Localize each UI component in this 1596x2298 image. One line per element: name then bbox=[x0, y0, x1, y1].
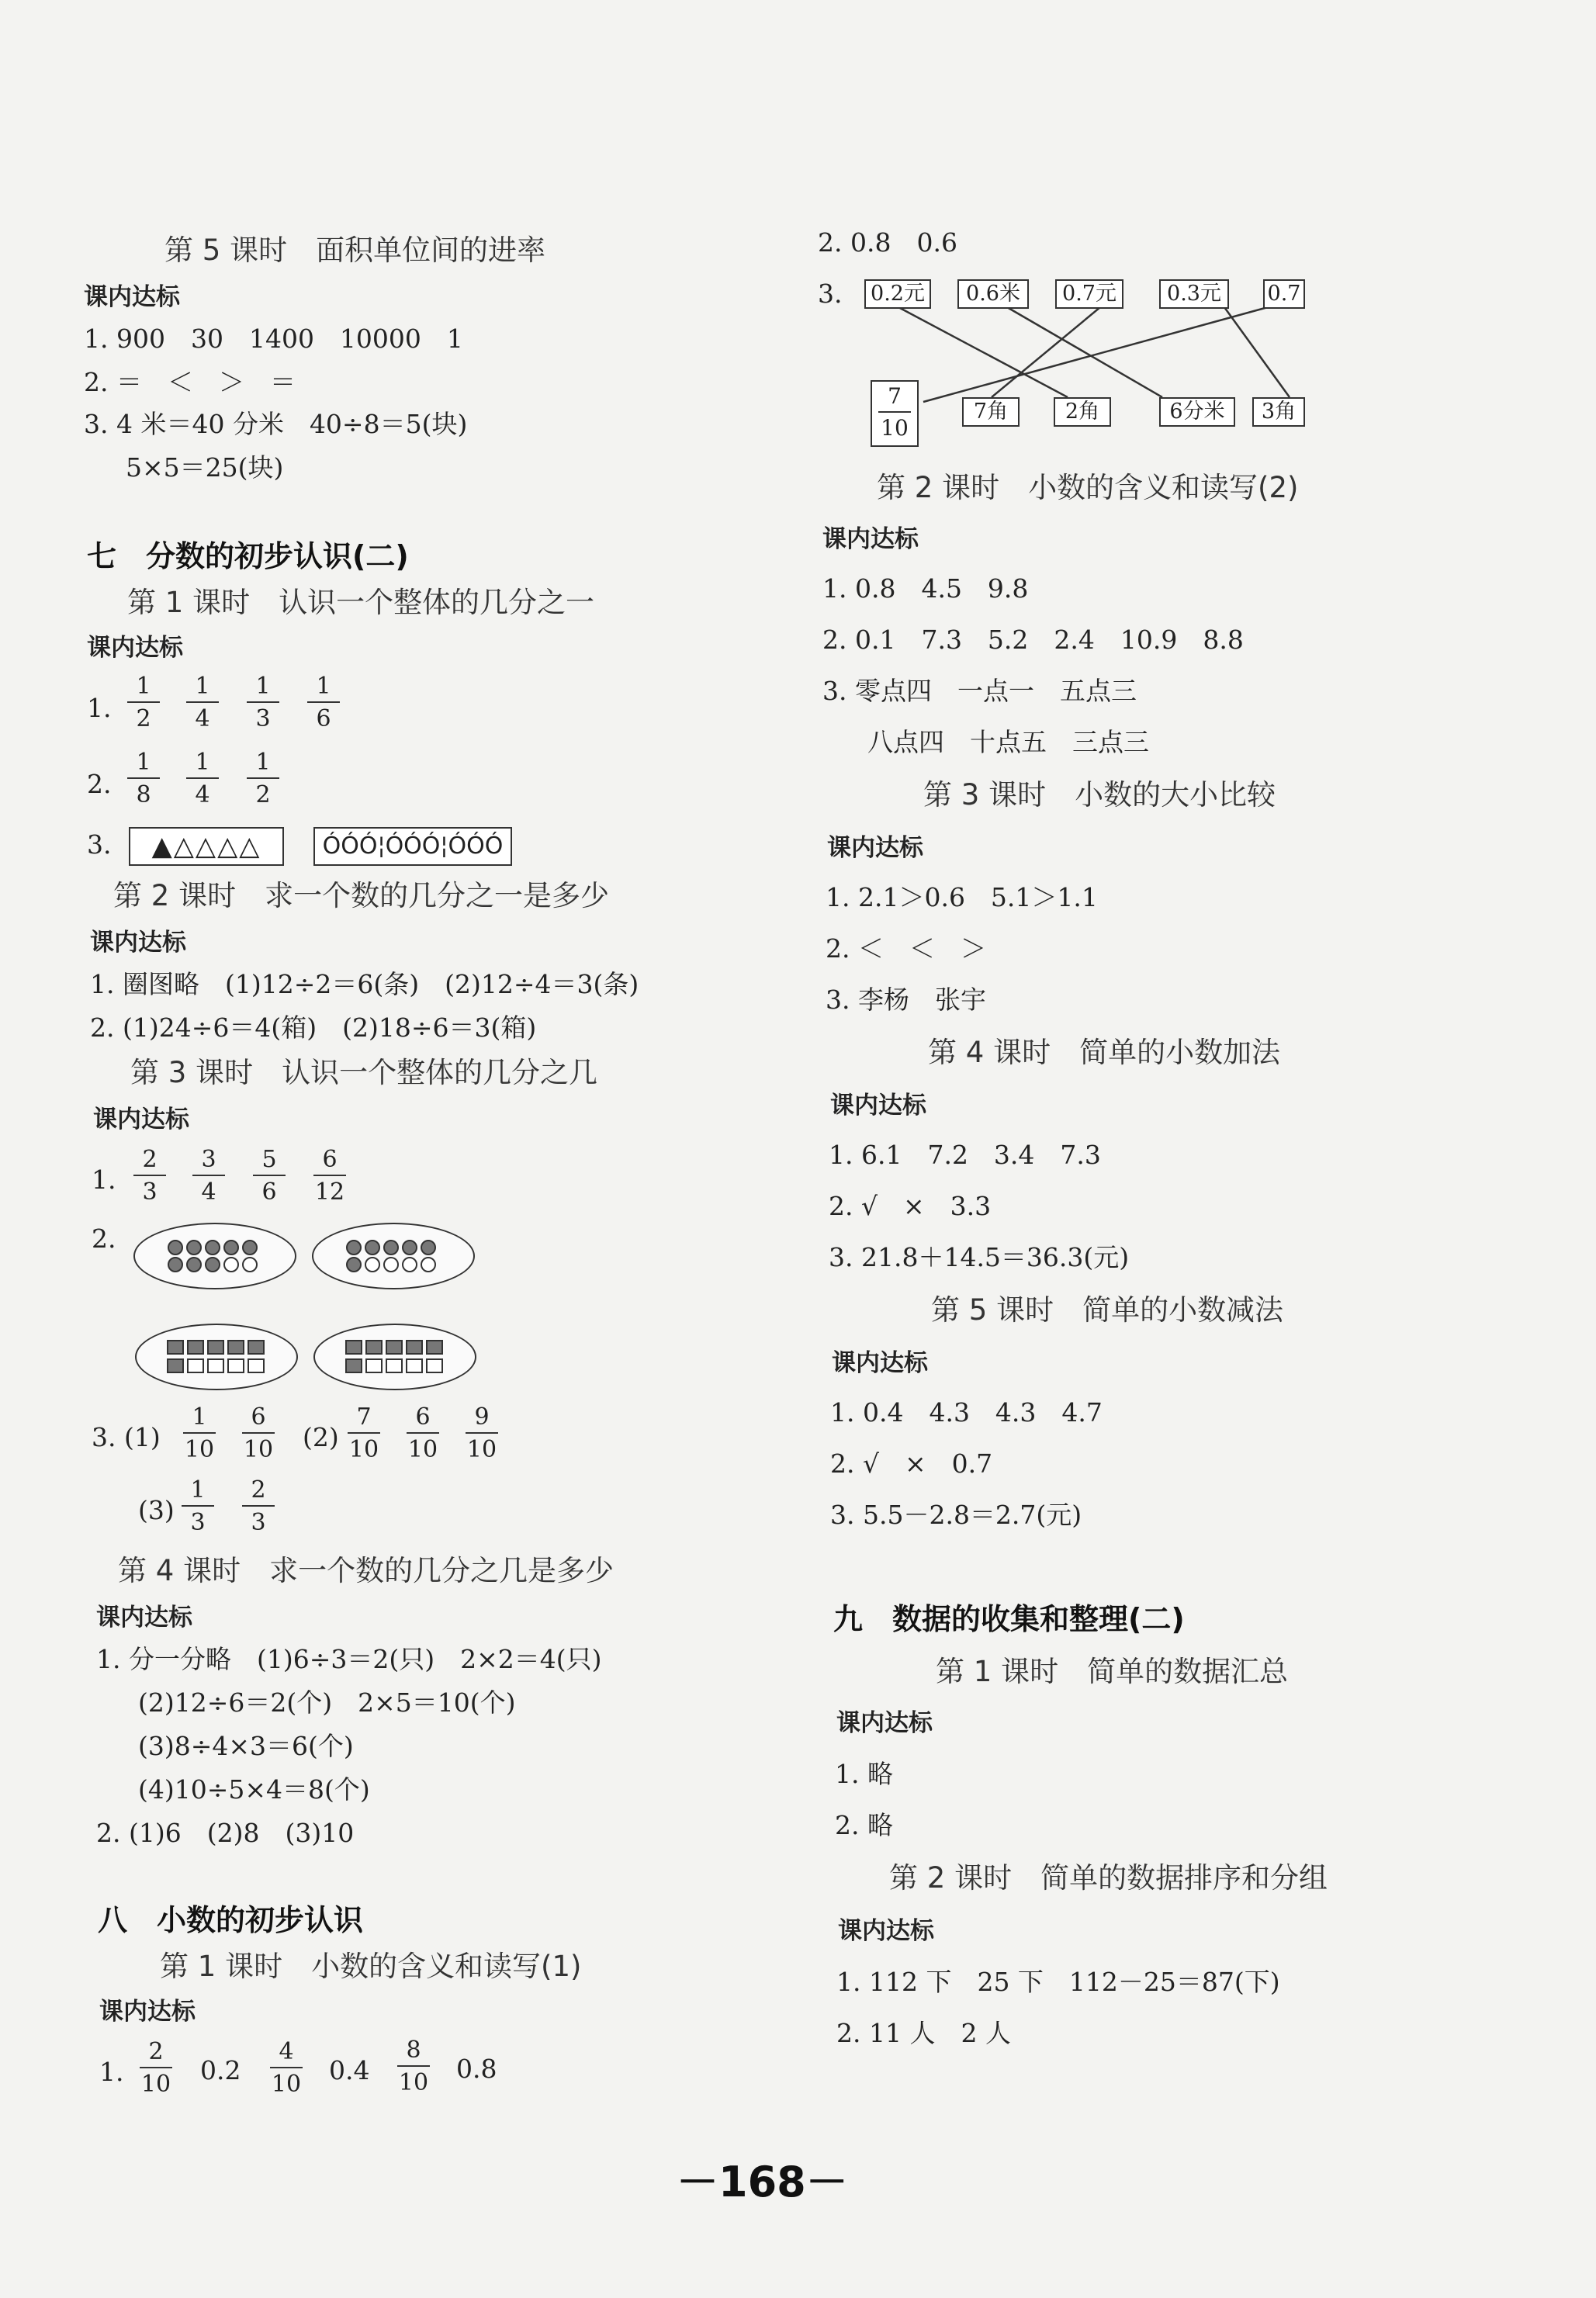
answer-line: 2. 0.1 7.3 5.2 2.4 10.9 8.8 bbox=[822, 625, 1244, 655]
section-label: 课内达标 bbox=[90, 929, 186, 957]
fraction: 8 10 bbox=[398, 2037, 429, 2096]
fraction: 6 10 bbox=[243, 1403, 274, 1463]
fraction: 1 4 bbox=[182, 749, 223, 808]
section-label: 课内达标 bbox=[99, 1998, 196, 2026]
lesson-title: 第 5 课时 面积单位间的进率 bbox=[164, 234, 546, 267]
lesson-title: 第 1 课时 简单的数据汇总 bbox=[936, 1655, 1289, 1688]
section-label: 课内达标 bbox=[93, 1106, 189, 1133]
match-box: 6分米 bbox=[1159, 397, 1235, 427]
answer-line: 2. ＜ ＜ ＞ bbox=[826, 933, 986, 964]
section-label: 课内达标 bbox=[836, 1709, 933, 1737]
answer-line: 1. 900 30 1400 10000 1 bbox=[84, 324, 463, 354]
answer-line: 1. 6.1 7.2 3.4 7.3 bbox=[829, 1140, 1101, 1170]
answer-line: 1. 圈图略 (1)12÷2＝6(条) (2)12÷4＝3(条) bbox=[90, 969, 639, 999]
lesson-title: 第 4 课时 求一个数的几分之几是多少 bbox=[118, 1554, 615, 1587]
fraction: 3 4 bbox=[188, 1147, 230, 1206]
fraction: 1 8 bbox=[123, 749, 164, 808]
fraction: 1 4 bbox=[182, 673, 223, 732]
lesson-title: 第 5 课时 简单的小数减法 bbox=[931, 1293, 1284, 1327]
answer-line: (3)8÷4×3＝6(个) bbox=[138, 1731, 354, 1761]
answer-line: 3. 21.8＋14.5＝36.3(元) bbox=[829, 1242, 1130, 1272]
fraction: 2 3 bbox=[237, 1477, 279, 1536]
section-label: 课内达标 bbox=[832, 1349, 928, 1377]
match-box: 0.2元 bbox=[864, 279, 931, 309]
match-box: 2角 bbox=[1054, 397, 1111, 427]
decimal: 0.2 bbox=[200, 2055, 241, 2085]
fraction: 6 12 bbox=[314, 1146, 345, 1206]
answer-line: 3. 4 米＝40 分米 40÷8＝5(块) bbox=[84, 409, 468, 439]
question-number: 3. bbox=[87, 829, 112, 860]
lesson-title: 第 1 课时 小数的含义和读写(1) bbox=[160, 1950, 582, 1983]
answer-line: 3. 李杨 张宇 bbox=[826, 985, 986, 1015]
answer-line: 5×5＝25(块) bbox=[126, 452, 284, 483]
fraction: 1 2 bbox=[242, 749, 284, 808]
lesson-title: 第 4 课时 简单的小数加法 bbox=[928, 1036, 1281, 1069]
answer-line: 1. 分一分略 (1)6÷3＝2(只) 2×2＝4(只) bbox=[96, 1644, 602, 1674]
fraction: 1 3 bbox=[177, 1477, 219, 1536]
decimal: 0.8 bbox=[456, 2054, 497, 2084]
question-number: 2. bbox=[92, 1223, 116, 1254]
section-label: 课内达标 bbox=[827, 834, 923, 862]
fraction: 1 2 bbox=[123, 673, 164, 732]
answer-line: 1. 0.4 4.3 4.3 4.7 bbox=[830, 1397, 1103, 1428]
answer-line: (2)12÷6＝2(个) 2×5＝10(个) bbox=[138, 1687, 516, 1718]
fraction: 1 6 bbox=[303, 673, 344, 732]
question-number: 3. bbox=[818, 279, 843, 309]
section-label: 课内达标 bbox=[838, 1917, 934, 1945]
chapter-title: 七 分数的初步认识(二) bbox=[87, 539, 409, 573]
lesson-title: 第 2 课时 求一个数的几分之一是多少 bbox=[113, 879, 610, 912]
question-number: 1. bbox=[87, 693, 112, 723]
section-label: 课内达标 bbox=[96, 1604, 192, 1632]
chapter-title: 九 数据的收集和整理(二) bbox=[833, 1602, 1185, 1636]
fraction: 2 10 bbox=[140, 2038, 171, 2098]
question-number: 2. bbox=[87, 769, 112, 799]
fraction: 9 10 bbox=[466, 1403, 497, 1463]
answer-line: 2. √ × 3.3 bbox=[829, 1191, 992, 1221]
fraction: 5 6 bbox=[248, 1147, 290, 1206]
page-number: －168－ bbox=[677, 2158, 848, 2206]
question-label: (2) bbox=[303, 1422, 339, 1452]
fraction: 6 10 bbox=[407, 1403, 438, 1463]
answer-line: 1. 112 下 25 下 112－25＝87(下) bbox=[836, 1967, 1280, 1997]
fruit-group: ÓÓÓ¦ÓÓÓ¦ÓÓÓ bbox=[313, 827, 512, 866]
fraction: 1 10 bbox=[184, 1403, 215, 1463]
fraction: 7 10 bbox=[348, 1403, 379, 1463]
answer-line: 2. 11 人 2 人 bbox=[836, 2018, 1011, 2048]
fraction: 4 10 bbox=[271, 2038, 302, 2098]
answer-line: 1. 略 bbox=[835, 1759, 893, 1789]
triangle-group: ▲△△△△ bbox=[129, 827, 284, 866]
answer-line: 2. (1)6 (2)8 (3)10 bbox=[96, 1818, 355, 1848]
answer-line: 1. 2.1＞0.6 5.1＞1.1 bbox=[826, 882, 1098, 912]
match-box: 0.7 bbox=[1263, 279, 1305, 309]
lesson-title: 第 2 课时 简单的数据排序和分组 bbox=[889, 1861, 1328, 1895]
section-label: 课内达标 bbox=[84, 283, 180, 311]
lesson-title: 第 2 课时 小数的含义和读写(2) bbox=[877, 471, 1299, 504]
answer-line: 2. 0.8 0.6 bbox=[818, 227, 957, 258]
section-label: 课内达标 bbox=[822, 525, 919, 553]
lesson-title: 第 3 课时 认识一个整体的几分之几 bbox=[130, 1056, 598, 1089]
match-box: 3角 bbox=[1252, 397, 1305, 427]
match-box: 0.3元 bbox=[1159, 279, 1229, 309]
answer-line: 2. ＝ ＜ ＞ ＝ bbox=[84, 367, 296, 397]
question-label: (3) bbox=[138, 1495, 175, 1525]
fraction: 1 3 bbox=[242, 673, 284, 732]
match-box: 7角 bbox=[962, 397, 1020, 427]
match-box: 0.6米 bbox=[957, 279, 1029, 309]
answer-line: 八点四 十点五 三点三 bbox=[867, 727, 1149, 757]
section-label: 课内达标 bbox=[87, 634, 183, 662]
answer-line: 3. 5.5－2.8＝2.7(元) bbox=[830, 1500, 1082, 1530]
answer-line: 2. 略 bbox=[835, 1810, 893, 1840]
lesson-title: 第 1 课时 认识一个整体的几分之一 bbox=[127, 586, 595, 619]
answer-line: 1. 0.8 4.5 9.8 bbox=[822, 573, 1029, 604]
fraction-box: 7 10 bbox=[871, 380, 919, 447]
question-label: 3. (1) bbox=[92, 1422, 161, 1452]
answer-line: 2. √ × 0.7 bbox=[830, 1448, 993, 1479]
match-box: 0.7元 bbox=[1055, 279, 1123, 309]
answer-line: 3. 零点四 一点一 五点三 bbox=[822, 676, 1137, 706]
question-number: 1. bbox=[99, 2057, 124, 2087]
answer-line: 2. (1)24÷6＝4(箱) (2)18÷6＝3(箱) bbox=[90, 1012, 537, 1043]
chapter-title: 八 小数的初步认识 bbox=[98, 1903, 364, 1937]
fraction: 2 3 bbox=[129, 1147, 171, 1206]
decimal: 0.4 bbox=[329, 2055, 370, 2085]
section-label: 课内达标 bbox=[830, 1092, 926, 1120]
lesson-title: 第 3 课时 小数的大小比较 bbox=[923, 778, 1276, 812]
answer-line: (4)10÷5×4＝8(个) bbox=[138, 1774, 370, 1805]
question-number: 1. bbox=[92, 1165, 116, 1195]
